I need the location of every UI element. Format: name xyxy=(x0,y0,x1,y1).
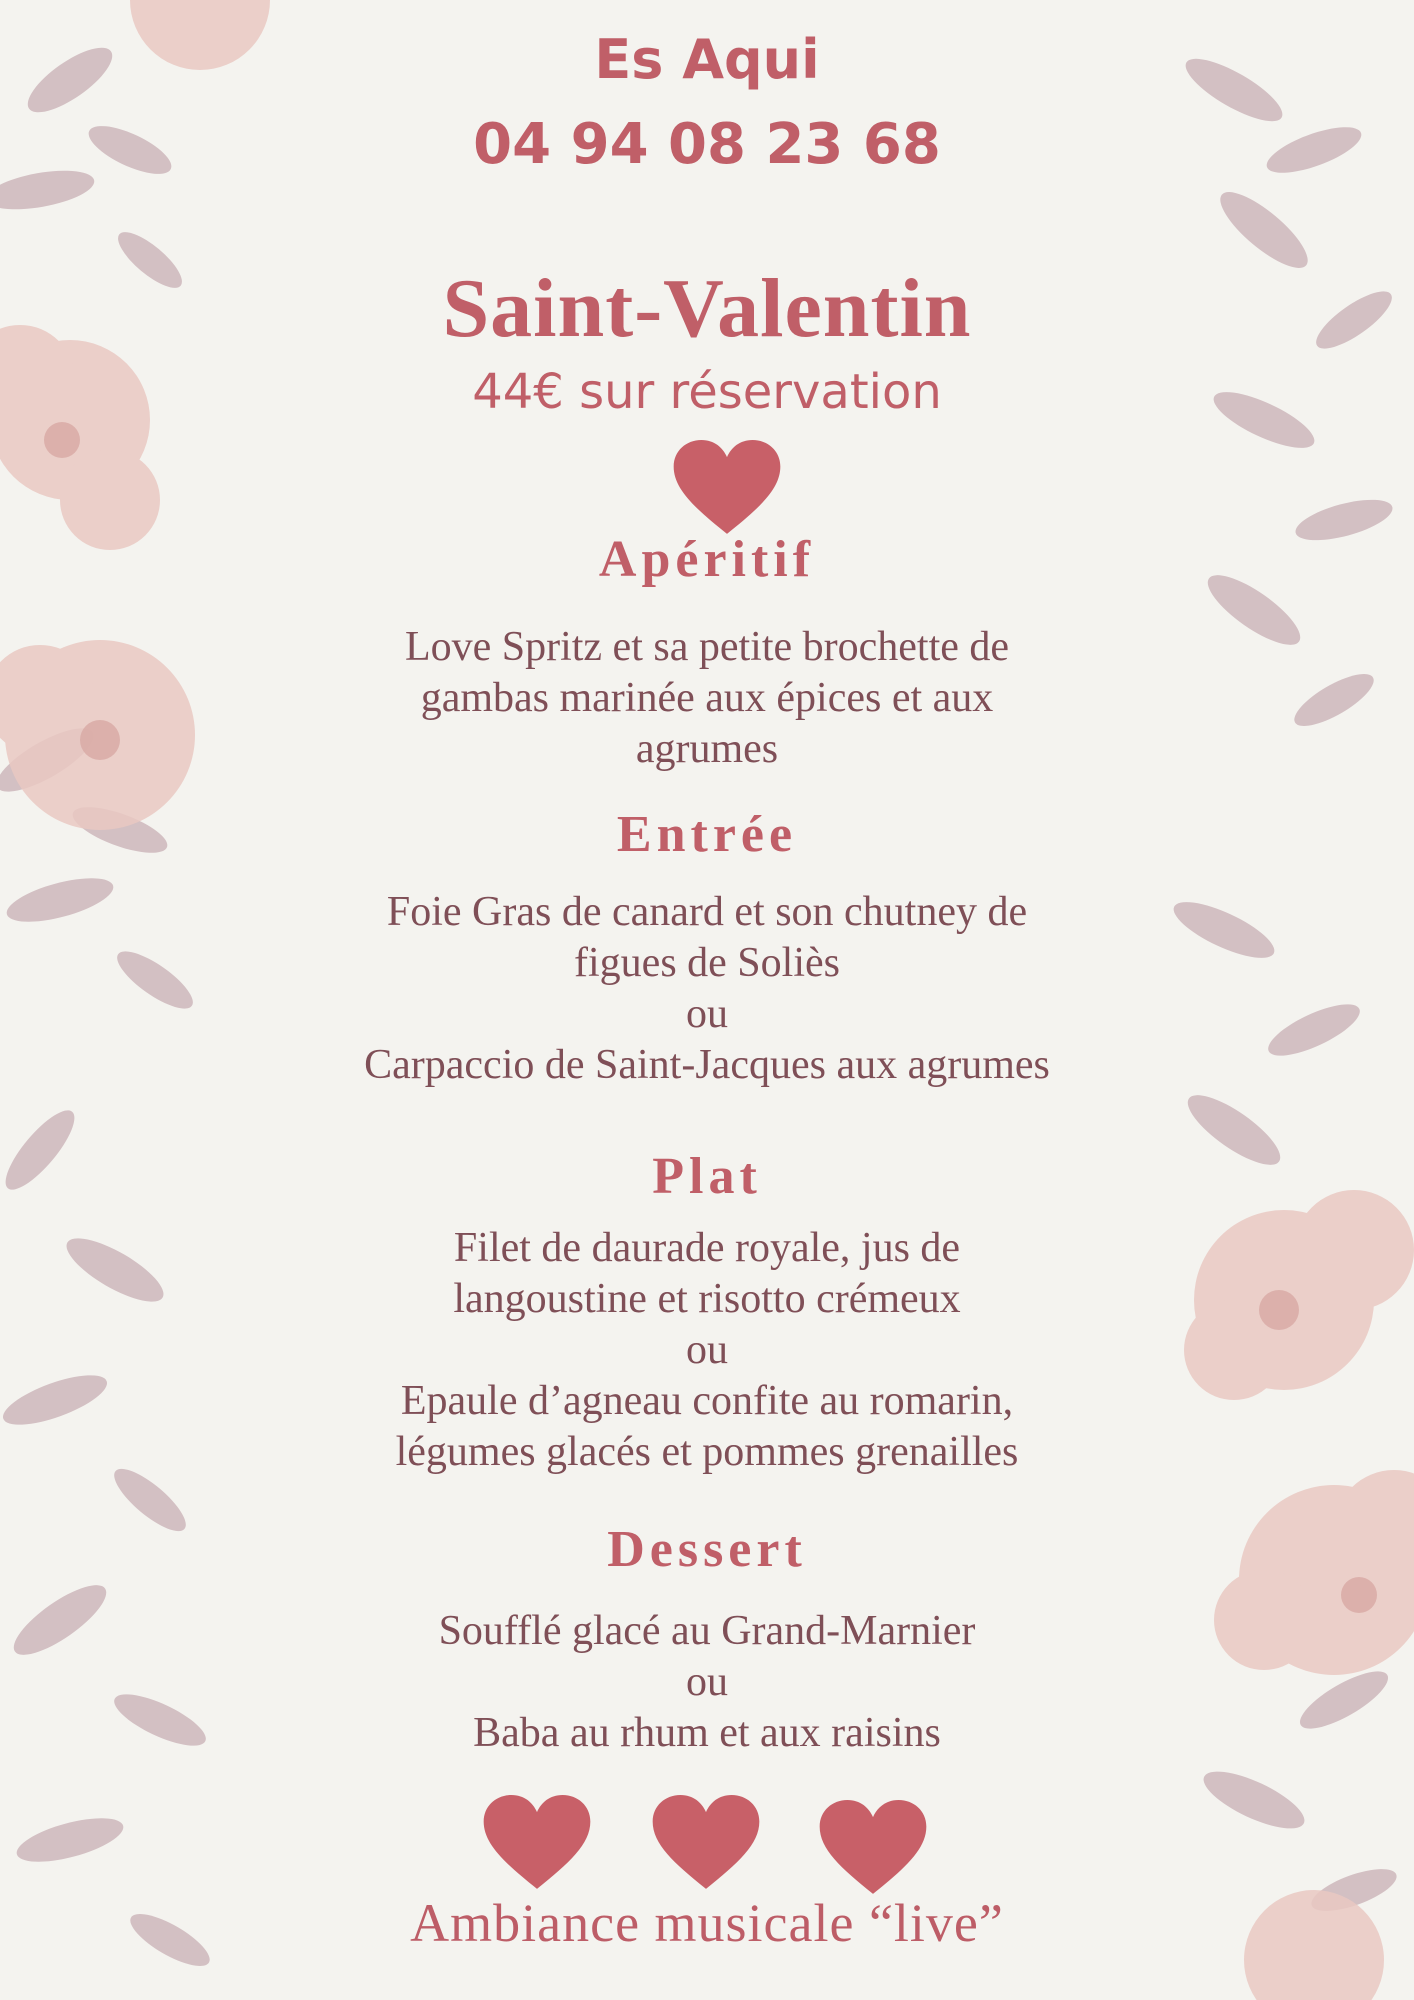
menu-line: Love Spritz et sa petite brochette de xyxy=(404,624,1010,670)
menu-line: Baba au rhum et aux raisins xyxy=(473,1710,941,1756)
heart-icon xyxy=(482,1795,592,1891)
section-title-aperitif: Apéritif xyxy=(598,531,816,588)
menu-line: Foie Gras de canard et son chutney de xyxy=(386,889,1028,935)
menu-line: agrumes xyxy=(635,726,779,772)
menu-line: Carpaccio de Saint-Jacques aux agrumes xyxy=(364,1042,1050,1088)
menu-line: gambas marinée aux épices et aux xyxy=(420,675,994,721)
aperitif-description xyxy=(280,622,1134,775)
entree-description xyxy=(280,887,1134,1091)
plat-description xyxy=(280,1223,1134,1478)
section-title-plat: Plat xyxy=(652,1148,762,1205)
right-floral-border xyxy=(1114,0,1414,2000)
menu-line: ou xyxy=(686,1659,728,1705)
dessert-description xyxy=(280,1606,1134,1759)
left-floral-border xyxy=(0,0,300,2000)
menu-line: figues de Soliès xyxy=(574,940,840,986)
event-title: Saint-Valentin xyxy=(442,262,972,355)
menu-line: langoustine et risotto crémeux xyxy=(453,1276,961,1322)
restaurant-phone: 04 94 08 23 68 xyxy=(473,112,941,177)
section-title-dessert: Dessert xyxy=(607,1521,807,1578)
price-note: 44€ sur réservation xyxy=(472,364,942,420)
heart-icon xyxy=(818,1800,928,1896)
heart-icon xyxy=(651,1795,761,1891)
menu-line: Epaule d’agneau confite au romarin, xyxy=(400,1378,1014,1424)
menu-line: Soufflé glacé au Grand-Marnier xyxy=(438,1608,976,1654)
menu-line: Filet de daurade royale, jus de xyxy=(453,1225,961,1271)
menu-line: ou xyxy=(686,991,728,1037)
menu-line: ou xyxy=(686,1327,728,1373)
section-title-entree: Entrée xyxy=(616,806,798,863)
footer-note: Ambiance musicale “live” xyxy=(410,1893,1004,1953)
menu-line: légumes glacés et pommes grenailles xyxy=(395,1429,1019,1475)
restaurant-name: Es Aqui xyxy=(594,28,820,91)
heart-icon xyxy=(672,440,782,536)
